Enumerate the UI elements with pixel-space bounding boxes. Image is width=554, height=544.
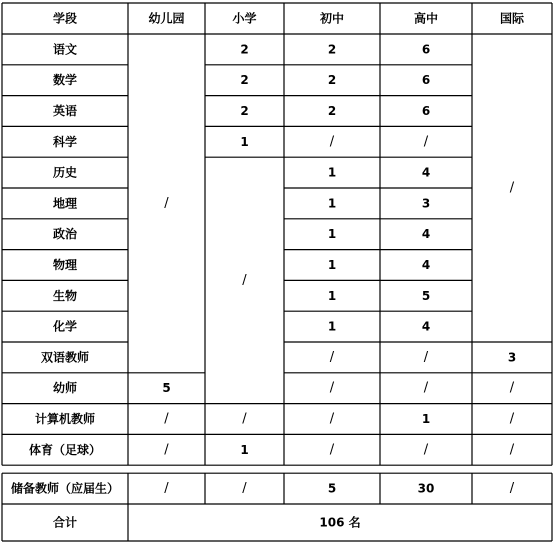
cell-chuzhong: /: [329, 380, 335, 396]
row-label: 科学: [52, 134, 78, 149]
cell-guoji: /: [509, 481, 515, 497]
header-0: 学段: [52, 11, 78, 26]
cell-xiaoxue: /: [242, 481, 247, 497]
cell-xiaoxue: 1: [240, 134, 249, 149]
row-label: 英语: [52, 104, 78, 118]
cell-chuzhong: /: [329, 349, 335, 365]
cell-guoji: /: [509, 380, 515, 396]
header-3: 初中: [319, 11, 345, 26]
cell-chuzhong: 2: [327, 73, 337, 88]
cell-chuzhong: 1: [327, 288, 337, 303]
row-label: 计算机教师: [34, 412, 96, 426]
header-1: 幼儿园: [148, 11, 185, 26]
total-label: 合计: [52, 515, 78, 530]
cell-gaozhong: /: [423, 134, 429, 150]
cell-guoji: /: [509, 411, 515, 427]
row-label: 化学: [52, 319, 78, 334]
cell-gaozhong: /: [423, 349, 429, 365]
cell-gaozhong: 4: [421, 319, 431, 334]
cell-chuzhong: 1: [327, 196, 337, 211]
cell-chuzhong: /: [329, 134, 335, 150]
row-label: 语文: [52, 42, 78, 57]
merged-international-cell: /: [509, 180, 515, 196]
row-label: 政治: [52, 227, 78, 242]
cell-chuzhong: 1: [327, 227, 337, 242]
cell-gaozhong: 4: [421, 165, 431, 180]
cell-youeryuan: /: [164, 481, 169, 497]
cell-xiaoxue: 2: [240, 73, 249, 88]
merged-kindergarten-cell: /: [164, 195, 169, 211]
header-5: 国际: [499, 11, 525, 26]
cell-guoji: 3: [507, 350, 517, 365]
cell-gaozhong: 3: [421, 196, 431, 211]
cell-gaozhong: 5: [421, 288, 431, 303]
cell-gaozhong: 4: [421, 258, 431, 272]
cell-chuzhong: 1: [327, 319, 337, 334]
cell-youeryuan: 5: [162, 381, 171, 396]
cell-chuzhong: 1: [327, 258, 337, 272]
row-label: 双语教师: [40, 350, 90, 365]
cell-gaozhong: 1: [421, 412, 431, 426]
cell-chuzhong: 5: [327, 481, 337, 496]
cell-xiaoxue: 2: [240, 42, 249, 57]
cell-chuzhong: /: [329, 442, 335, 458]
cell-gaozhong: 6: [421, 73, 431, 88]
cell-chuzhong: 1: [327, 165, 337, 180]
cell-guoji: /: [509, 442, 515, 458]
row-label: 地理: [52, 196, 78, 211]
cell-xiaoxue: 2: [240, 104, 249, 118]
row-label: 物理: [52, 258, 78, 272]
cell-gaozhong: 30: [417, 481, 435, 496]
cell-chuzhong: 2: [327, 42, 337, 57]
cell-gaozhong: /: [423, 442, 429, 458]
cell-youeryuan: /: [164, 442, 169, 458]
row-label: 数学: [52, 73, 78, 88]
cell-xiaoxue: /: [242, 411, 247, 427]
total-value: 106 名: [319, 515, 361, 530]
row-label: 体育（足球）: [28, 442, 102, 457]
cell-gaozhong: 6: [421, 104, 431, 118]
cell-gaozhong: 4: [421, 227, 431, 242]
cell-youeryuan: /: [164, 411, 169, 427]
header-4: 高中: [413, 11, 439, 26]
cell-xiaoxue: 1: [240, 442, 249, 457]
header-2: 小学: [232, 11, 257, 26]
cell-gaozhong: /: [423, 380, 429, 396]
cell-chuzhong: /: [329, 411, 335, 427]
row-label: 历史: [52, 165, 78, 180]
row-label: 生物: [52, 288, 78, 303]
row-label: 储备教师（应届生）: [10, 481, 120, 496]
merged-primary-cell: /: [242, 272, 247, 288]
cell-gaozhong: 6: [421, 42, 431, 57]
cell-chuzhong: 2: [327, 104, 337, 118]
row-label: 幼师: [52, 381, 78, 396]
